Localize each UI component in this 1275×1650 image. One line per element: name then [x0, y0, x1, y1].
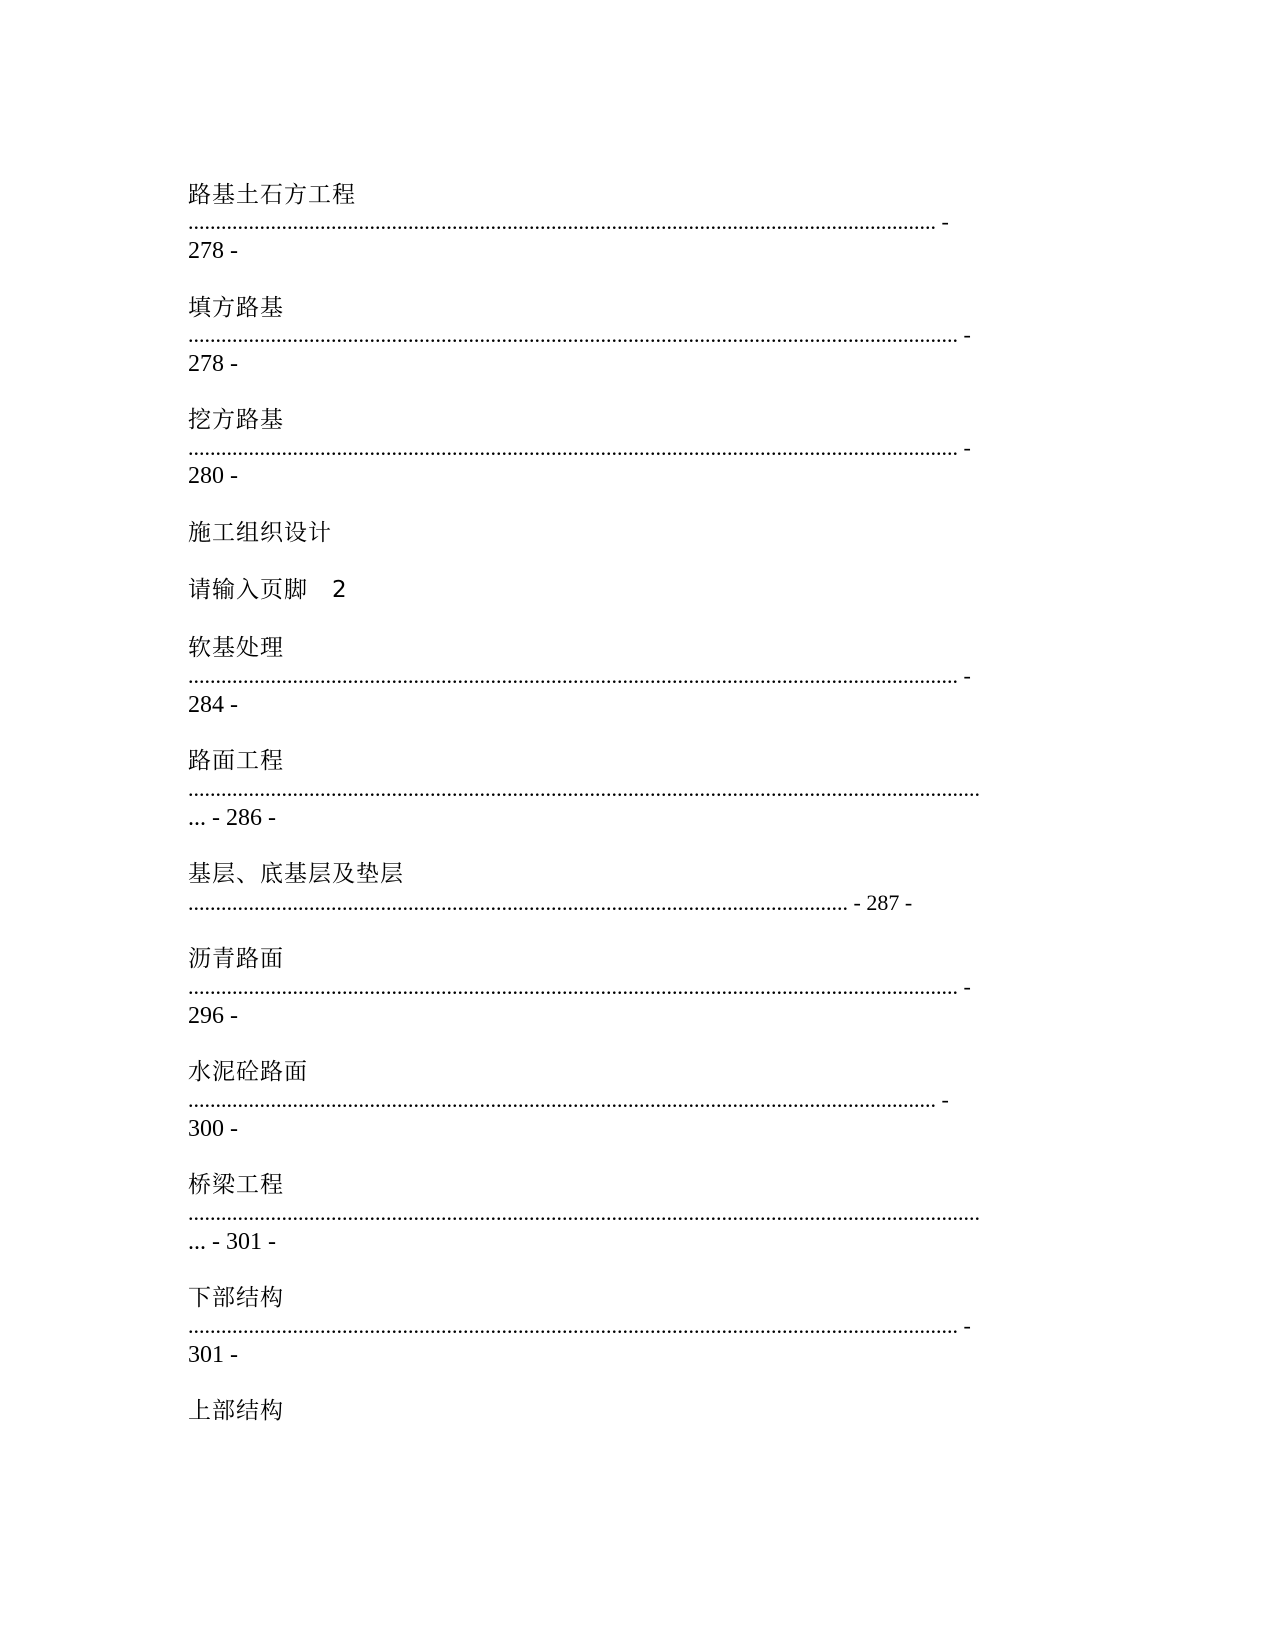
toc-entry-page: ... - 286 - [188, 805, 276, 831]
toc-entry-leader: ............................................................................................................................................ - [188, 322, 971, 347]
toc-entry-title: 沥青路面 [188, 946, 284, 972]
toc-entry-page: 278 - [188, 351, 238, 377]
toc-entry-page: 300 - [188, 1116, 238, 1142]
toc-entry-page: 280 - [188, 463, 238, 489]
toc-entry-title: 下部结构 [188, 1285, 284, 1311]
toc-entry-leader: ............................................................................................................................................ - [188, 435, 971, 460]
toc-entry-page: 296 - [188, 1003, 238, 1029]
toc-entry-leader: ................................................................................................................................................ [188, 1200, 980, 1225]
footer-placeholder: 请输入页脚 2 [188, 577, 348, 603]
section-heading: 施工组织设计 [188, 520, 332, 546]
toc-entry-page: 278 - [188, 238, 238, 264]
toc-entry-leader: ............................................................................................................................................ - [188, 974, 971, 999]
toc-entry-title: 填方路基 [188, 295, 284, 321]
toc-entry-title: 桥梁工程 [188, 1172, 284, 1198]
toc-entry-leader: ........................................................................................................................................ - [188, 209, 949, 234]
toc-entry-title: 路面工程 [188, 748, 284, 774]
toc-entry-leader: ............................................................................................................................................ - [188, 1313, 971, 1338]
toc-entry-title: 水泥砼路面 [188, 1059, 308, 1085]
toc-entry-page: 284 - [188, 692, 238, 718]
toc-entry-title: 路基土石方工程 [188, 182, 356, 208]
toc-entry-leader: ................................................................................................................................................ [188, 776, 980, 801]
toc-entry-leader: ............................................................................................................................................ - [188, 663, 971, 688]
toc-entry-page: ... - 301 - [188, 1229, 276, 1255]
toc-entry-leader: ........................................................................................................................ - 287 - [188, 890, 913, 915]
toc-entry-page: 301 - [188, 1342, 238, 1368]
toc-entry-leader: ........................................................................................................................................ - [188, 1087, 949, 1112]
toc-entry-title: 挖方路基 [188, 407, 284, 433]
toc-entry-title: 基层、底基层及垫层 [188, 861, 404, 887]
toc-entry-title: 上部结构 [188, 1398, 284, 1424]
toc-entry-title: 软基处理 [188, 635, 284, 661]
